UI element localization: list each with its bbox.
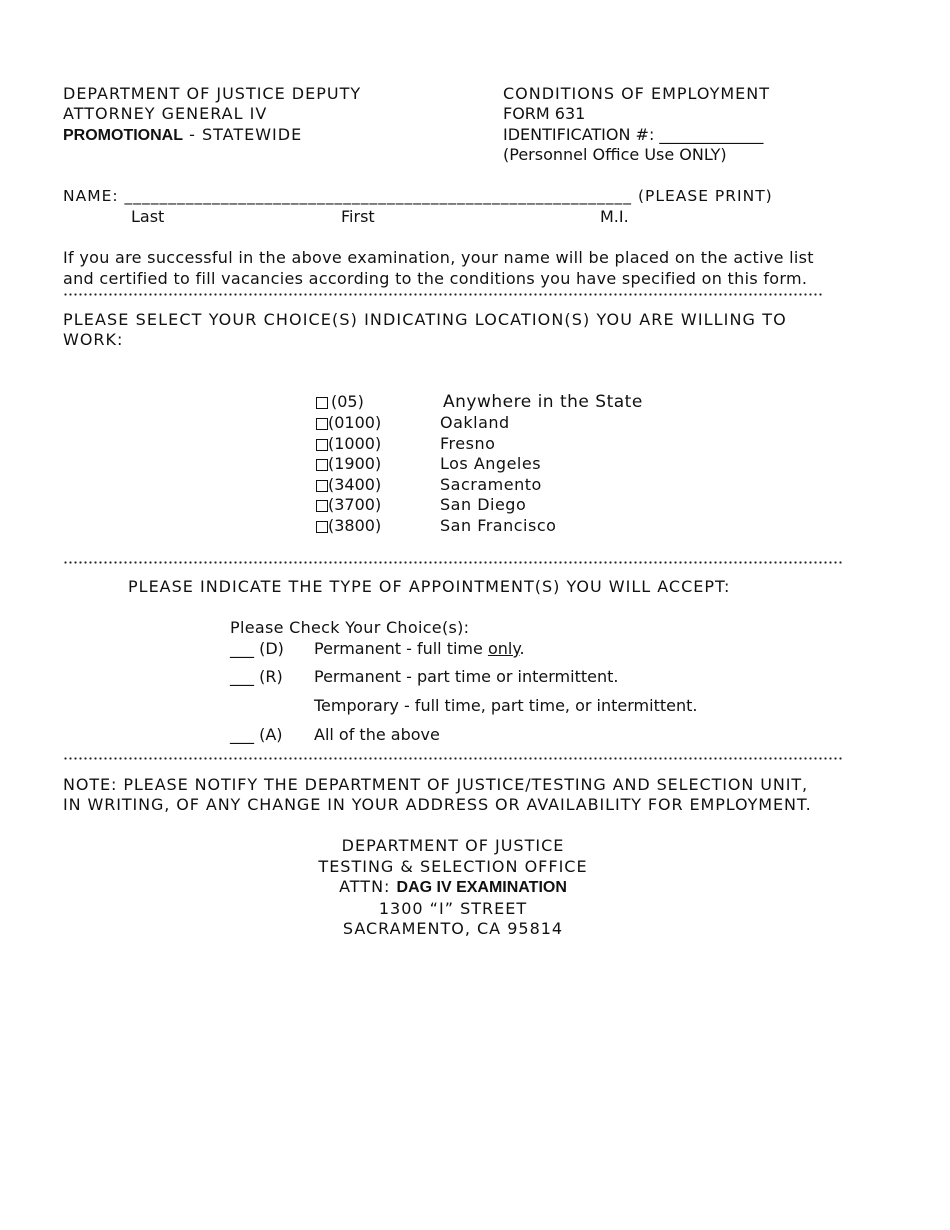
location-option[interactable] <box>316 454 541 474</box>
checkbox[interactable] <box>316 480 328 492</box>
last-name-label: Last <box>131 207 165 226</box>
attn-label: ATTN: <box>339 877 397 896</box>
appointment-subheading: Please Check Your Choice(s): <box>230 618 470 637</box>
middle-initial-label: M.I. <box>600 207 629 226</box>
location-option[interactable] <box>316 516 556 536</box>
appointment-text: Temporary - full time, part time, or intermittent. <box>314 696 698 715</box>
location-instruction-line-1: PLEASE SELECT YOUR CHOICE(S) INDICATING LOCATION(S) YOU ARE WILLING TO <box>63 310 787 329</box>
location-name: Fresno <box>440 434 496 453</box>
location-name: Oakland <box>440 413 510 432</box>
address-line-4: 1300 “I” STREET <box>378 898 528 918</box>
location-code: (05) <box>331 392 364 411</box>
checkbox[interactable] <box>316 397 328 409</box>
location-code: (0100) <box>328 413 382 432</box>
intro-line-2: and certified to fill vacancies according to the conditions you have specified on this form. <box>63 269 808 288</box>
appointment-option-r[interactable] <box>230 667 618 687</box>
appointment-emphasis: only <box>487 639 520 658</box>
department-title: DEPARTMENT OF JUSTICE DEPUTY <box>63 84 362 103</box>
checkbox[interactable] <box>316 418 328 430</box>
appointment-code[interactable]: ___ (D) <box>230 639 284 658</box>
address-block <box>253 836 653 940</box>
name-field[interactable]: NAME: __________________________________________________________ (PLEASE PRINT) <box>63 187 773 205</box>
location-option[interactable] <box>316 475 542 495</box>
appointment-option-d[interactable] <box>230 639 525 659</box>
location-name: Los Angeles <box>440 454 542 473</box>
location-code: (3800) <box>328 516 382 535</box>
address-line-2: TESTING & SELECTION OFFICE <box>318 856 588 876</box>
note-line-1: NOTE: PLEASE NOTIFY THE DEPARTMENT OF JUSTICE/TESTING AND SELECTION UNIT, <box>63 775 808 794</box>
appointment-heading: PLEASE INDICATE THE TYPE OF APPOINTMENT(S) YOU WILL ACCEPT: <box>128 577 731 596</box>
location-option[interactable] <box>316 413 510 433</box>
note-line-2: IN WRITING, OF ANY CHANGE IN YOUR ADDRESS OR AVAILABILITY FOR EMPLOYMENT. <box>63 795 812 814</box>
checkbox[interactable] <box>316 439 328 451</box>
location-name: Anywhere in the State <box>443 392 643 412</box>
form-title: CONDITIONS OF EMPLOYMENT <box>503 84 771 103</box>
form-number: FORM 631 <box>503 104 586 123</box>
appointment-option-a[interactable] <box>230 725 440 745</box>
attn-bold: DAG IV EXAMINATION <box>396 879 567 896</box>
address-attn <box>253 877 653 899</box>
first-name-label: First <box>341 207 375 226</box>
location-option[interactable] <box>316 434 495 454</box>
location-code: (1000) <box>328 434 382 453</box>
appointment-option-temporary <box>230 696 697 716</box>
appointment-text: Permanent - full time <box>314 639 488 658</box>
appointment-suffix: . <box>519 639 525 658</box>
asterisk-divider <box>63 292 823 302</box>
identification-field[interactable]: IDENTIFICATION #: _____________ <box>503 125 764 144</box>
location-name: San Diego <box>440 495 527 514</box>
address-line-5: SACRAMENTO, CA 95814 <box>342 919 564 938</box>
location-option[interactable] <box>316 392 643 412</box>
appointment-code[interactable]: ___ (A) <box>230 725 283 744</box>
checkbox[interactable] <box>316 459 328 471</box>
appointment-code[interactable]: ___ (R) <box>230 667 283 686</box>
location-instruction-line-2: WORK: <box>63 330 124 349</box>
location-option[interactable] <box>316 495 526 515</box>
location-code: (3700) <box>328 495 382 514</box>
address-line-1: DEPARTMENT OF JUSTICE <box>341 836 565 855</box>
checkbox[interactable] <box>316 500 328 512</box>
checkbox[interactable] <box>316 521 328 533</box>
asterisk-divider <box>63 756 843 766</box>
exam-type-bold: PROMOTIONAL <box>63 127 183 144</box>
position-title: ATTORNEY GENERAL IV <box>63 104 268 123</box>
intro-line-1: If you are successful in the above examination, your name will be placed on the active list <box>63 248 814 267</box>
personnel-office-note: (Personnel Office Use ONLY) <box>503 145 727 164</box>
location-name: San Francisco <box>440 516 557 535</box>
location-code: (1900) <box>328 454 382 473</box>
asterisk-divider <box>63 560 843 570</box>
exam-type-rest: - STATEWIDE <box>183 125 303 144</box>
appointment-text: Permanent - part time or intermittent. <box>314 667 619 686</box>
appointment-text: All of the above <box>314 725 440 744</box>
location-code: (3400) <box>328 475 382 494</box>
exam-type <box>63 125 302 146</box>
location-name: Sacramento <box>440 475 542 494</box>
